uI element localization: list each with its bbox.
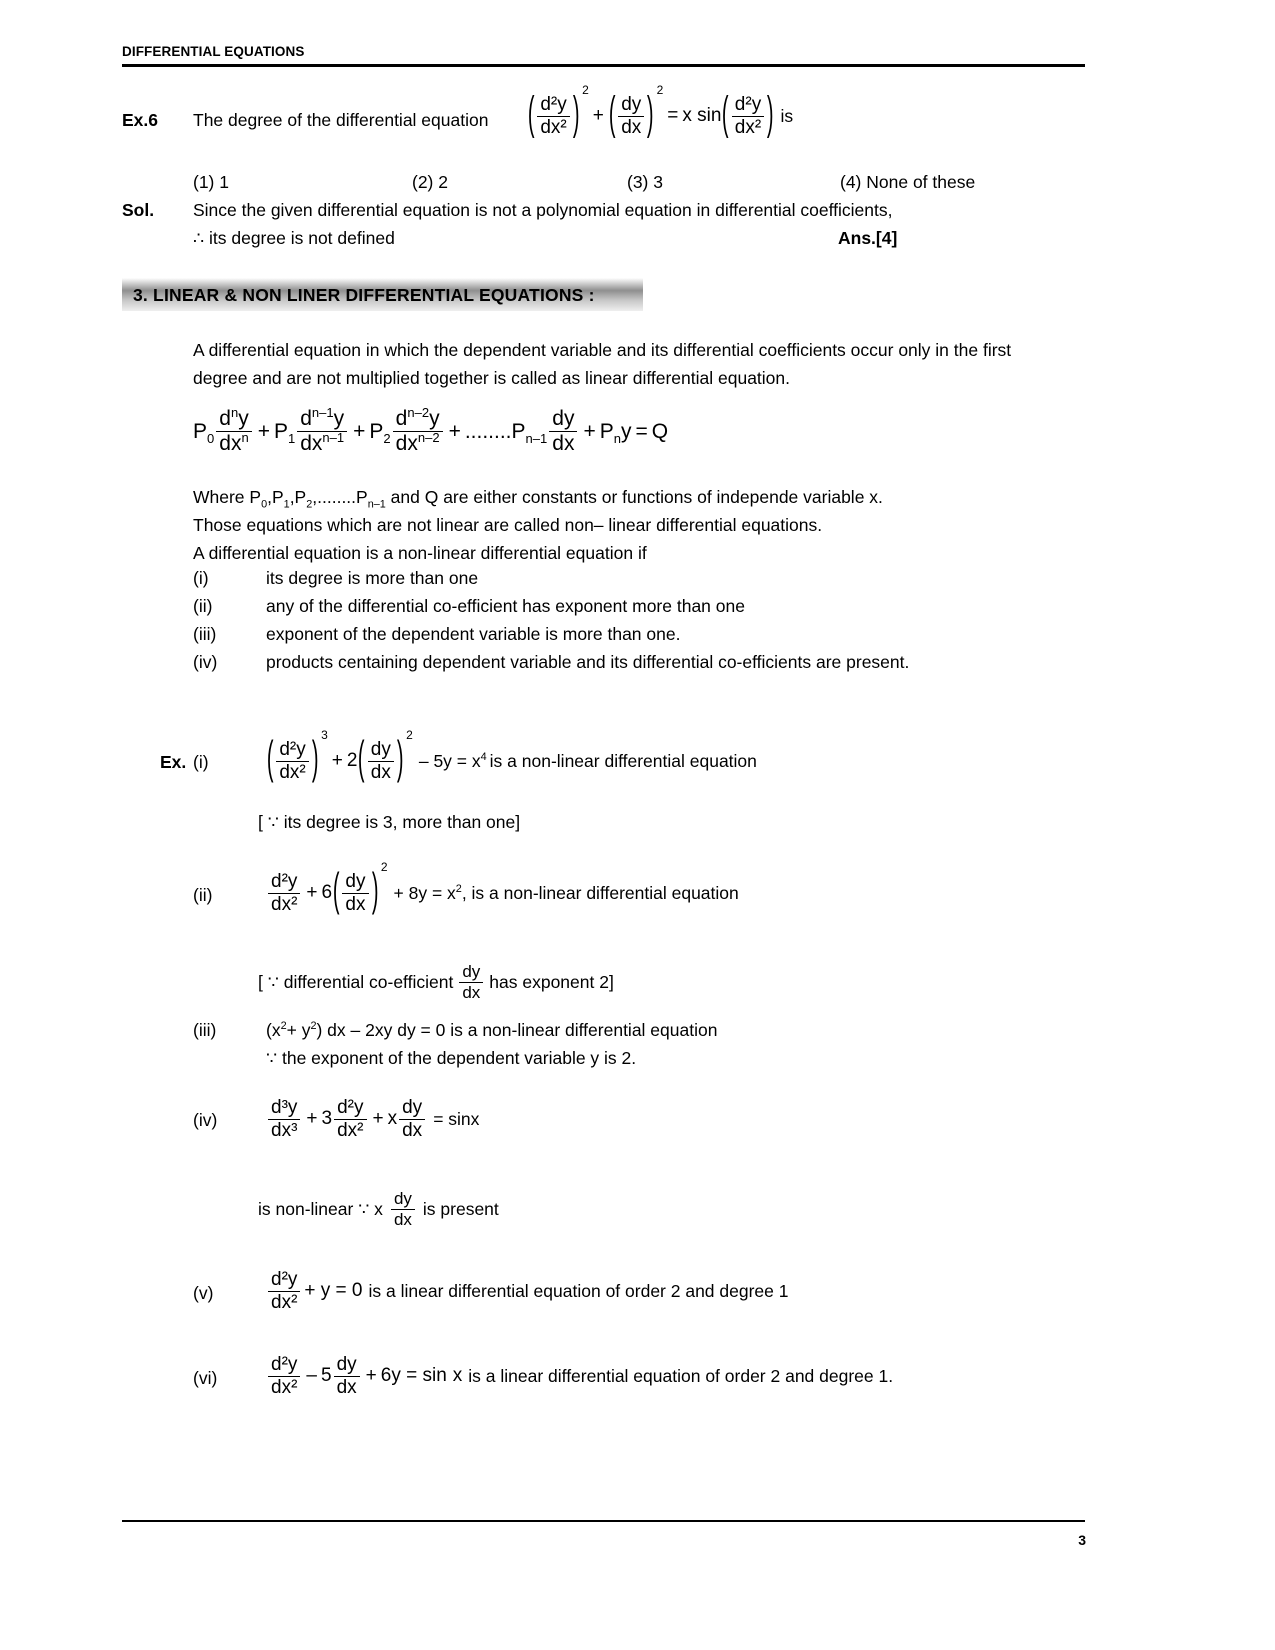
condition-text-iii: exponent of the dependent variable is more than one.: [266, 624, 681, 644]
plus-operator: +: [448, 419, 461, 443]
equals-operator: =: [635, 419, 648, 443]
condition-marker-iii: (iii): [193, 624, 217, 644]
example-v-equation: [266, 1270, 788, 1313]
general-linear-equation: [193, 405, 669, 456]
page-header-title: DIFFERENTIAL EQUATIONS: [122, 44, 305, 59]
iii-sup-2: 2: [310, 1020, 317, 1033]
nonlinear-condition-intro: A differential equation is a non-linear differential equation if: [193, 543, 647, 563]
fraction-dn2y-dxn2: $\frac{d^{n-2}y}{dx^{n-2}}$: [393, 408, 443, 455]
equation-tail: = sinx: [433, 1108, 480, 1129]
plus-operator: +: [257, 419, 270, 443]
example-marker-iii: (iii): [193, 1020, 217, 1040]
equation-tail-var: x: [452, 1365, 463, 1387]
solution-label: Sol.: [122, 200, 155, 220]
example-iv-equation: [266, 1098, 479, 1141]
coefficient-p1: $P_1$: [273, 419, 296, 446]
note-prefix: is non-linear ∵ x: [258, 1198, 383, 1219]
fraction-dn1y-dxn1: $\frac{d^{n-1}y}{dx^{n-1}}$: [297, 408, 347, 455]
plus-operator: +: [306, 882, 318, 904]
example-iii-line-2: ∵ the exponent of the dependent variable y is 2.: [266, 1048, 637, 1068]
close-paren-icon: ): [647, 89, 654, 141]
open-paren-icon: (: [527, 89, 535, 141]
equation-trailing-text: is: [780, 105, 794, 126]
open-paren-icon: (: [358, 734, 365, 786]
note-prefix: [ ∵ differential co-efficient: [258, 971, 454, 992]
nonlinear-definition-line: Those equations which are not linear are called non– linear differential equations.: [193, 515, 823, 535]
exponent-2: 2: [656, 83, 664, 97]
condition-marker-i: (i): [193, 568, 209, 588]
example6-prompt: The degree of the differential equation: [193, 110, 489, 130]
exponent-2: 2: [406, 728, 413, 742]
example-marker-vi: (vi): [193, 1368, 218, 1388]
plus-operator: +: [583, 419, 596, 443]
answer-badge: Ans.[4]: [838, 228, 898, 248]
fraction-d2y-dx2: $\frac{\text{d²y}}{\text{dx²}}$: [268, 1355, 300, 1398]
close-paren-icon: ): [396, 734, 404, 786]
fraction-dy-dx: $\frac{dy}{dx}$: [334, 1355, 360, 1398]
equation-tail-text: is a linear differential equation of order 2 and degree 1.: [468, 1365, 894, 1386]
solution-line-2: ∴ its degree is not defined: [193, 228, 395, 248]
example-i-equation: [266, 728, 757, 786]
plus-operator: +: [592, 105, 604, 127]
equation-tail-text: is a linear differential equation of order 2 and degree 1: [368, 1280, 789, 1301]
open-paren-icon: (: [722, 89, 729, 141]
note-suffix: has exponent 2]: [489, 971, 614, 992]
section-heading-text: 3. LINEAR & NON LINER DIFFERENTIAL EQUATIONS :: [133, 285, 595, 305]
fraction-d2y-dx2: $\frac{\text{d²y}}{\text{dx²}}$: [268, 872, 300, 915]
example-marker-i: (i): [193, 752, 209, 772]
fraction-dy-dx: $\frac{dy}{dx}$: [391, 1190, 415, 1229]
fraction-dy-dx: $\frac{dy}{dx}$: [368, 740, 394, 783]
example-iv-note: [258, 1190, 499, 1229]
example-ii-note: [258, 963, 614, 1002]
open-paren-icon: (: [332, 866, 340, 918]
coefficient-3: 3: [321, 1108, 333, 1130]
example-vi-equation: [266, 1355, 893, 1398]
fraction-d2y-dx2: $\frac{\text{d²y}}{\text{dx²}}$: [268, 1270, 300, 1313]
iii-sup-1: 2: [280, 1020, 287, 1033]
equation-tail: + $8y = x^2$, is a non-linear differential equation: [393, 882, 739, 903]
plus-operator: +: [372, 1108, 384, 1130]
fraction-d2y-dx2: $\frac{\text{d²y}}{\text{dx²}}$: [276, 740, 308, 783]
exponent-3: 3: [321, 728, 328, 742]
condition-text-ii: any of the differential co-efficient has exponent more than one: [266, 596, 745, 616]
example-i-note: [ ∵ its degree is 3, more than one]: [258, 812, 521, 832]
coefficient-5: 5: [320, 1365, 332, 1387]
constant-q: Q: [651, 419, 669, 443]
where-prefix: Where P: [193, 487, 262, 507]
page-number: 3: [1078, 1532, 1086, 1548]
fraction-d2y-dx2: $\frac{\text{d²y}}{\text{dx²}}$: [732, 95, 764, 138]
fraction-dy-dx: $\frac{dy}{dx}$: [399, 1098, 425, 1141]
equals-operator: =: [667, 105, 679, 127]
condition-text-iv: products centaining dependent variable and its differential co-efficients are present.: [266, 652, 910, 672]
sub-2: 2: [306, 498, 313, 511]
close-paren-icon: ): [311, 734, 319, 786]
coefficient-pn-1: $P_{n-1}$: [511, 419, 548, 446]
example-marker-v: (v): [193, 1283, 214, 1303]
example-marker-ii: (ii): [193, 885, 213, 905]
where-line: [193, 487, 883, 509]
close-paren-icon: ): [767, 89, 774, 141]
condition-marker-ii: (ii): [193, 596, 213, 616]
example-ii-equation: [266, 860, 739, 918]
example-marker-iv: (iv): [193, 1110, 218, 1130]
close-paren-icon: ): [572, 89, 580, 141]
where-c2: ,P: [289, 487, 307, 507]
footer-rule: [122, 1520, 1085, 1522]
iii-c: ) dx – 2xy dy = 0 is a non-linear differential equation: [316, 1020, 718, 1040]
sub-0: 0: [261, 498, 268, 511]
section-paragraph-line-1: A differential equation in which the dependent variable and its differential coefficients occur only in the first: [193, 340, 1012, 360]
fraction-d3y-dx3: $\frac{\text{d³y}}{\text{dx³}}$: [268, 1098, 300, 1141]
option-2: (2) 2: [412, 172, 448, 192]
x-sin-text: x sin: [682, 105, 722, 127]
where-c3: ,........P: [312, 487, 368, 507]
section-paragraph-line-2: degree and are not multiplied together is called as linear differential equation.: [193, 368, 791, 388]
fraction-dny-dxn: $\frac{d^ny}{dx^n}$: [216, 408, 251, 455]
open-paren-icon: (: [266, 734, 274, 786]
fraction-d2y-dx2: $\frac{\text{d²y}}{\text{dx²}}$: [537, 95, 569, 138]
iii-a: (x: [266, 1020, 281, 1040]
equation-tail-math: 6y = sin: [380, 1365, 447, 1387]
equation-tail-math: + y = 0: [304, 1280, 363, 1302]
iii-b: + y: [286, 1020, 311, 1040]
note-suffix: is present: [422, 1198, 499, 1219]
close-paren-icon: ): [371, 866, 378, 918]
exponent-2: 2: [582, 83, 589, 97]
minus-operator: –: [306, 1365, 317, 1387]
plus-operator: +: [306, 1108, 318, 1130]
option-1: (1) 1: [193, 172, 229, 192]
solution-line-1: Since the given differential equation is not a polynomial equation in differential coefficients,: [193, 200, 893, 220]
plus-operator: +: [365, 1365, 377, 1387]
fraction-dy-dx: $\frac{dy}{dx}$: [342, 872, 368, 915]
fraction-dy-dx: $\frac{dy}{dx}$: [618, 95, 644, 138]
coefficient-6: 6: [321, 882, 333, 904]
coefficient-p0: $P_0$: [193, 419, 215, 446]
example-iii-line-1: [266, 1020, 717, 1042]
coefficient-x: x: [387, 1108, 398, 1130]
example6-label: Ex.6: [122, 110, 158, 130]
where-c1: ,P: [267, 487, 284, 507]
equation-tail: – $5y = x^4$ is a non-linear differential equation: [418, 750, 757, 771]
exponent-2: 2: [380, 860, 388, 874]
where-suffix: and Q are either constants or functions of independe variable x.: [385, 487, 883, 507]
option-3: (3) 3: [627, 172, 663, 192]
plus-operator: +: [353, 419, 366, 443]
coefficient-2: 2: [346, 750, 358, 772]
variable-y: y: [620, 419, 632, 443]
option-4: (4) None of these: [840, 172, 976, 192]
condition-text-i: its degree is more than one: [266, 568, 479, 588]
sub-n-1: n–1: [367, 498, 386, 511]
ellipsis: ........: [464, 419, 512, 443]
fraction-dy-dx: $\frac{dy}{dx}$: [459, 963, 483, 1002]
sub-1: 1: [283, 498, 290, 511]
condition-marker-iv: (iv): [193, 652, 218, 672]
fraction-d2y-dx2: $\frac{\text{d²y}}{\text{dx²}}$: [334, 1098, 366, 1141]
open-paren-icon: (: [608, 89, 616, 141]
header-rule: [122, 64, 1085, 67]
coefficient-pn: $P_n$: [599, 419, 621, 446]
examples-label: Ex.: [160, 752, 187, 772]
example6-equation: [527, 83, 794, 141]
plus-operator: +: [331, 750, 343, 772]
coefficient-p2: $P_2$: [369, 419, 391, 446]
fraction-dy-dx: $\frac{dy}{dx}$: [549, 408, 577, 455]
